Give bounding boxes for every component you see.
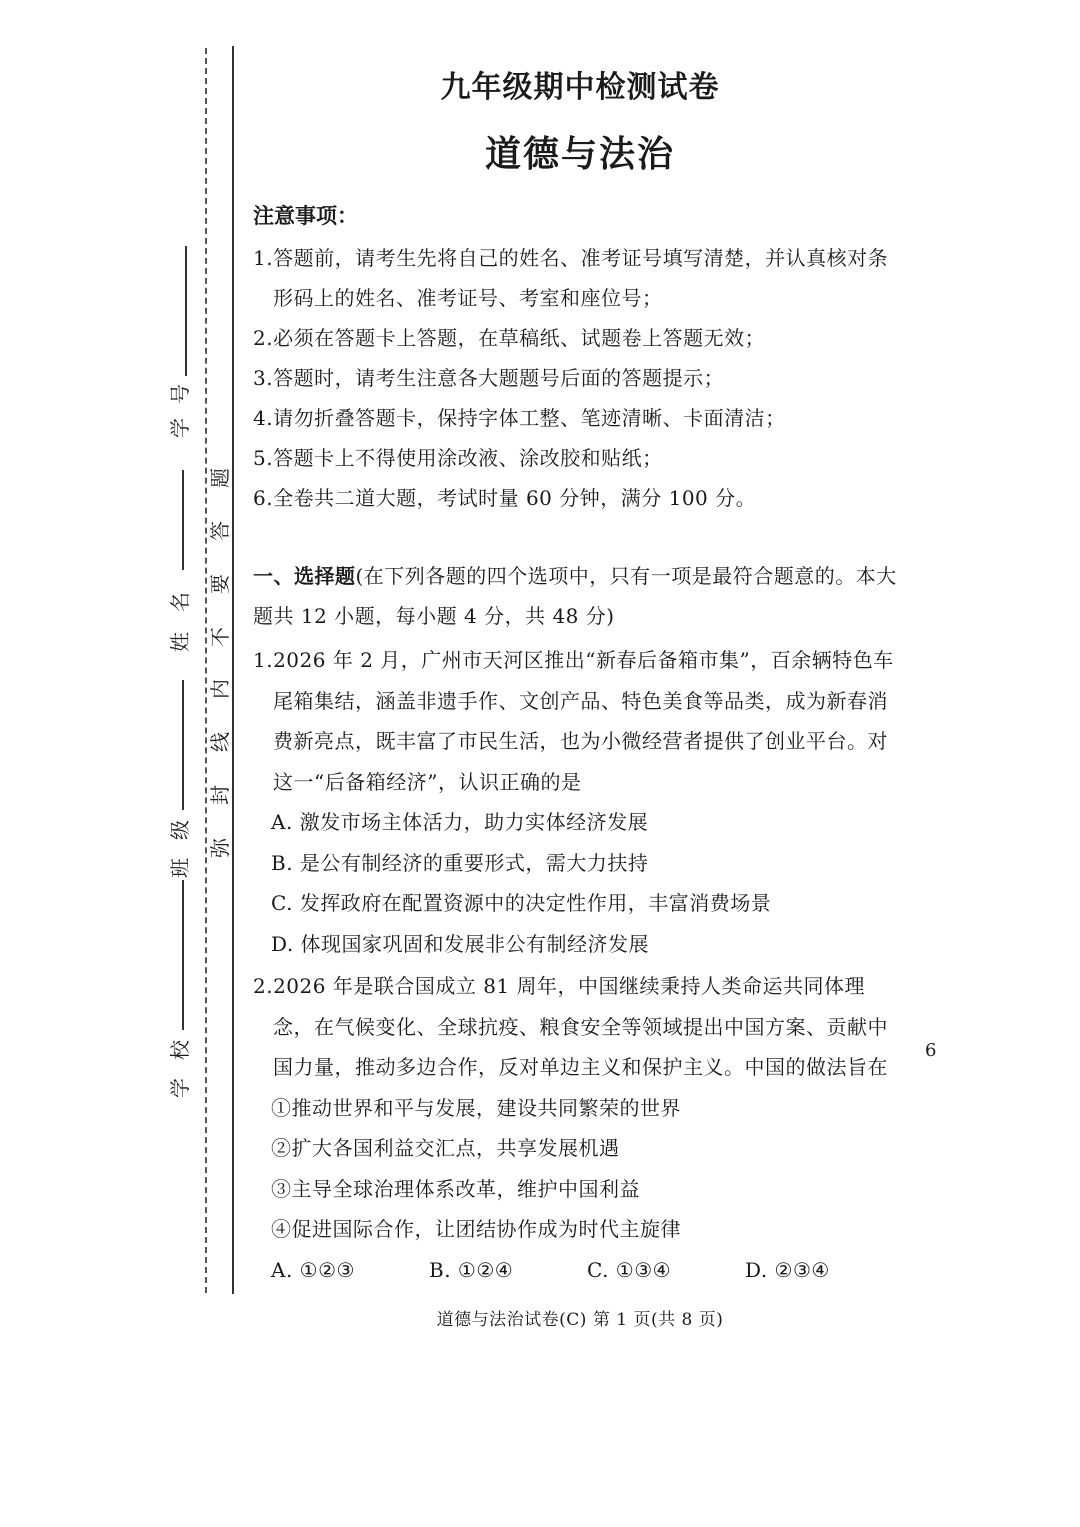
- option-d[interactable]: D. 体现国家巩固和发展非公有制经济发展: [271, 931, 650, 956]
- binding-solid-line: [232, 46, 234, 1294]
- class-blank[interactable]: [182, 880, 184, 1030]
- notice-heading: 注意事项：: [253, 203, 358, 228]
- option-b[interactable]: B. ①②④: [429, 1257, 514, 1282]
- student-id-blank[interactable]: [185, 246, 187, 376]
- statement-3: ③主导全球治理体系改革，维护中国利益: [271, 1176, 640, 1201]
- seal-char: 不: [208, 626, 232, 647]
- page-footer: 道德与法治试卷(C) 第 1 页(共 8 页): [436, 1310, 724, 1330]
- name-label: 名 姓: [168, 592, 192, 652]
- exam-title: 九年级期中检测试卷: [440, 70, 720, 105]
- option-d[interactable]: D. ②③④: [745, 1257, 830, 1282]
- section-title: 一、选择题: [253, 564, 356, 588]
- seal-warning: [208, 468, 232, 858]
- seal-char: 封: [208, 785, 232, 806]
- statement-2: ②扩大各国利益交汇点，共享发展机遇: [271, 1136, 620, 1160]
- statement-1: ①推动世界和平与发展，建设共同繁荣的世界: [271, 1095, 681, 1120]
- section-heading: [253, 556, 903, 636]
- student-id-label: 号 学: [168, 384, 192, 438]
- notice-item: 4.请勿折叠答题卡，保持字体工整、笔迹清晰、卡面清洁；: [253, 406, 786, 430]
- class-label: 级 班: [168, 820, 192, 878]
- statement-4: ④促进国际合作，让团结协作成为时代主旋律: [271, 1217, 681, 1241]
- seal-char: 内: [208, 679, 232, 700]
- notice-list: [253, 238, 903, 518]
- option-a[interactable]: A. 激发市场主体活力，助力实体经济发展: [271, 810, 649, 834]
- seal-char: 答: [208, 520, 232, 541]
- option-a[interactable]: A. ①②③: [271, 1257, 355, 1282]
- question-1: [253, 640, 903, 964]
- notice-item: 3.答题时，请考生注意各大题题号后面的答题提示；: [253, 366, 725, 390]
- option-c[interactable]: C. ①③④: [587, 1257, 672, 1282]
- notice-item: 5.答题卡上不得使用涂改液、涂改胶和贴纸；: [253, 446, 663, 470]
- question-2: [253, 966, 903, 1290]
- notice-item: 6.全卷共二道大题，考试时量 60 分钟，满分 100 分。: [253, 486, 757, 510]
- seal-char: 线: [208, 732, 232, 753]
- side-page-mark: 6: [925, 1040, 937, 1061]
- option-row: [253, 1250, 903, 1291]
- seal-char: 要: [208, 573, 232, 594]
- school-label: 校 学: [168, 1040, 192, 1098]
- option-c[interactable]: C. 发挥政府在配置资源中的决定性作用，丰富消费场景: [271, 891, 772, 915]
- subject-title: 道德与法治: [484, 133, 675, 175]
- seal-char: 弥: [208, 837, 232, 858]
- notice-item: 2.必须在答题卡上答题，在草稿纸、试题卷上答题无效；: [253, 326, 766, 350]
- notice-item: 1.答题前，请考生先将自己的姓名、准考证号填写清楚，并认真核对条形码上的姓名、准考证号、考室和座位号；: [253, 246, 889, 310]
- seal-char: 题: [208, 468, 232, 488]
- divider-line: [182, 470, 184, 570]
- student-id-field[interactable]: [170, 246, 190, 446]
- section-instructions: (在下列各题的四个选项中，只有一项是最符合题意的。本大题共 12 小题，每小题 4 分，共 48 分): [253, 564, 897, 628]
- question-stem: 2.2026 年是联合国成立 81 周年，中国继续秉持人类命运共同体理念，在气候变化、全球抗疫、粮食安全等领域提出中国方案、贡献中国力量，推动多边合作，反对单边主义和保护主义。中国的做法旨在: [253, 974, 888, 1079]
- option-b[interactable]: B. 是公有制经济的重要形式，需大力扶持: [271, 850, 649, 875]
- name-blank[interactable]: [182, 680, 184, 810]
- question-stem: 1.2026 年 2 月，广州市天河区推出“新春后备箱市集”，百余辆特色车尾箱集结，涵盖非遗手作、文创产品、特色美食等品类，成为新春消费新亮点，既丰富了市民生活，也为小微经营者提供了创业平台。对这一“后备箱经济”，认识正确的是: [253, 648, 894, 794]
- fold-dashed-line: [205, 48, 207, 1293]
